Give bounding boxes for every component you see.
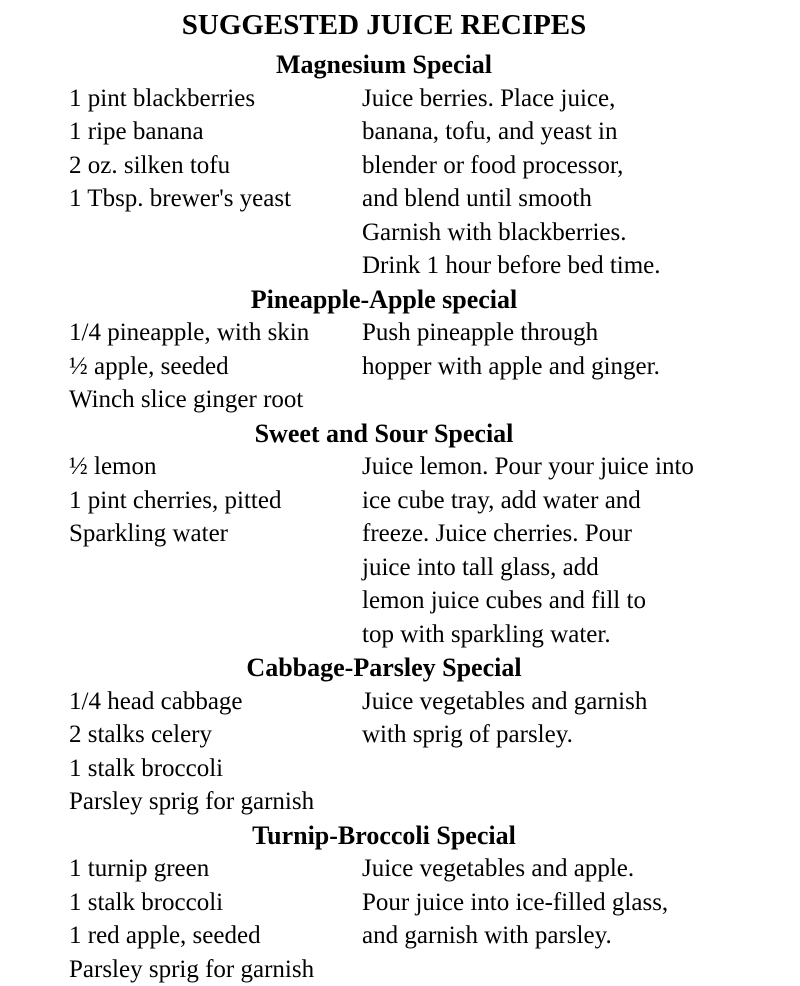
ingredient-line: 1 ripe banana (69, 118, 204, 145)
recipe-name: Cabbage-Parsley Special (246, 653, 522, 682)
recipe-name: Sweet and Sour Special (254, 418, 514, 448)
ingredient-line: 1 stalk broccoli (69, 754, 224, 782)
ingredient-line: ½ apple, seeded (69, 352, 229, 380)
direction-line: and blend until smooth (362, 185, 592, 212)
ingredient-line: Sparkling water (69, 520, 228, 547)
ingredient-line: 2 stalks celery (69, 721, 213, 748)
direction-line: Juice vegetables and apple. (362, 855, 635, 882)
ingredient-line: 1 stalk broccoli (69, 888, 224, 916)
recipe-name: Turnip-Broccoli Special (252, 820, 516, 850)
direction-line: lemon juice cubes and fill to (362, 587, 646, 614)
ingredient-line: 1 pint cherries, pitted (69, 486, 282, 514)
direction-line: with sprig of parsley. (362, 721, 573, 748)
recipe-name: Pineapple-Apple special (250, 284, 518, 314)
direction-line: hopper with apple and ginger. (362, 352, 660, 380)
direction-line: freeze. Juice cherries. Pour (362, 520, 632, 547)
ingredient-line: 1/4 pineapple, with skin (69, 319, 310, 346)
direction-line: Drink 1 hour before bed time. (362, 252, 661, 279)
ingredient-line: Parsley sprig for garnish (69, 955, 315, 983)
direction-line: Pour juice into ice-filled glass, (362, 888, 669, 916)
direction-line: blender or food processor, (362, 151, 624, 179)
ingredient-line: 1 Tbsp. brewer's yeast (69, 185, 292, 212)
ingredient-line: 1/4 head cabbage (69, 687, 243, 715)
ingredient-line: 1 turnip green (69, 855, 210, 882)
direction-line: Garnish with blackberries. (362, 218, 627, 246)
ingredient-line: Winch slice ginger root (69, 386, 304, 413)
ingredient-line: 1 pint blackberries (69, 84, 256, 112)
direction-line: Push pineapple through (362, 319, 599, 346)
ingredient-line: Parsley sprig for garnish (69, 788, 315, 815)
direction-line: Juice vegetables and garnish (362, 687, 648, 715)
recipe-name: Magnesium Special (276, 50, 492, 79)
ingredient-line: ½ lemon (69, 453, 157, 480)
direction-line: ice cube tray, add water and (362, 486, 641, 514)
direction-line: Juice berries. Place juice, (362, 84, 616, 112)
direction-line: Juice lemon. Pour your juice into (362, 453, 694, 480)
direction-line: top with sparkling water. (362, 620, 611, 648)
direction-line: juice into tall glass, add (362, 553, 599, 581)
direction-line: banana, tofu, and yeast in (362, 118, 618, 145)
ingredient-line: 1 red apple, seeded (69, 922, 261, 949)
direction-line: and garnish with parsley. (362, 922, 612, 949)
page-title: SUGGESTED JUICE RECIPES (181, 9, 587, 41)
ingredient-line: 2 oz. silken tofu (69, 151, 231, 179)
